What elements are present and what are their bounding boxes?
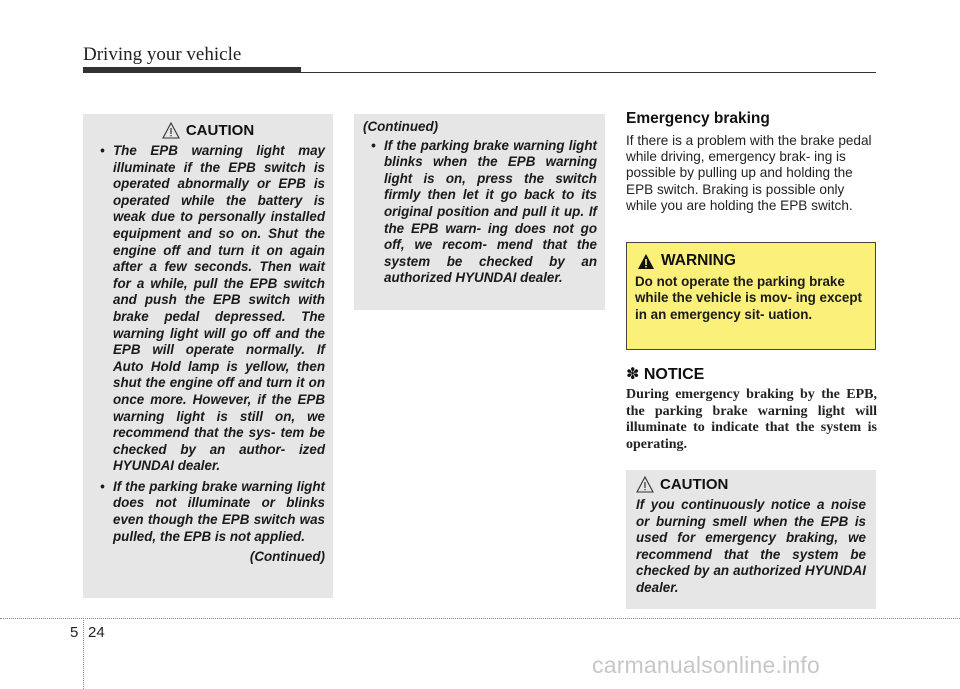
watermark-text: carmanualsonline.info	[592, 652, 820, 678]
caution-triangle-icon	[636, 476, 654, 493]
list-item: • If the parking brake warning light does not illuminate or blinks even though the EPB switch was pulled, the EPB is not applied.	[100, 478, 325, 544]
caution-box-continued	[354, 114, 605, 310]
notice-heading: ✽ NOTICE	[626, 366, 705, 383]
emergency-braking-heading: Emergency braking	[626, 110, 770, 127]
continued-label: (Continued)	[249, 549, 325, 565]
header-rule-thin	[83, 72, 876, 73]
warning-heading-label: WARNING	[661, 252, 736, 269]
list-item: • If the parking brake warning light blinks when the EPB warning light is on, press the switch firmly then let it go back to its original position and pull it up. If the EPB warn- ing does not go off, we recom- mend that the system be checked by an authorized HYUNDAI dealer.	[371, 137, 597, 286]
footer-divider-horizontal	[0, 618, 960, 619]
caution-triangle-icon	[162, 122, 180, 139]
caution-box-burning-smell	[626, 470, 876, 609]
notice-text: During emergency braking by the EPB, the parking brake warning light will illuminate to indicate that the system is operating.	[626, 387, 877, 452]
caution-bullet-list	[91, 143, 325, 545]
warning-text: Do not operate the parking brake while the vehicle is mov- ing except in an emergency sit- uation.	[635, 274, 862, 322]
emergency-braking-body: If there is a problem with the brake pedal while driving, emergency brak- ing is possible by pulling up and holding the EPB switch. Braking is possible only while you are holding the EPB switch.	[626, 133, 872, 213]
chapter-number: 5	[70, 624, 79, 641]
continued-bullet-list	[362, 138, 597, 287]
warning-box	[626, 242, 876, 350]
caution-text: If you continuously notice a noise or burning smell when the EPB is used for emergency braking, we recommend that the system be checked by an authorized HYUNDAI dealer.	[636, 497, 866, 595]
list-item: • The EPB warning light may illuminate if the EPB switch is operated abnormally or EPB is operated while the battery is weak due to personally installed equipment and so on. Shut the engine off and turn it on again after a few seconds. Then wait for a while, pull the EPB switch and push the EPB switch with brake pedal depressed. The warning light will go off and the EPB will operate normally. If Auto Hold lamp is yellow, then shut the engine off and turn it on once more. However, if the EPB warning light is still on, we recommend that the sys- tem be checked by an author- ized HYUNDAI dealer.	[100, 143, 325, 474]
caution-heading-label: CAUTION	[660, 476, 729, 493]
caution-bullet-text: The EPB warning light may illuminate if the EPB switch is operated abnormally or EPB is operated while the battery is weak due to personally installed equipment and so on. Shut the engine off and turn it on again after a few seconds. Then wait for a while, pull the EPB switch and push the EPB switch with brake pedal depressed. The warning light will go off and the EPB will operate normally. If Auto Hold lamp is yellow, then shut the engine off and turn it on once more. However, if the EPB warning light is still on, we recommend that the sys- tem be checked by an author- ized HYUNDAI dealer.	[113, 143, 325, 474]
caution-heading	[634, 476, 868, 493]
warning-triangle-icon	[637, 253, 655, 270]
caution-heading-label: CAUTION	[185, 122, 255, 139]
page-number: 24	[88, 624, 105, 641]
caution-bullet-text: If the parking brake warning light does not illuminate or blinks even though the EPB switch was pulled, the EPB is not applied.	[113, 478, 325, 544]
warning-heading	[635, 252, 867, 270]
footer-divider-vertical	[83, 618, 85, 689]
caution-box-epb-warning	[83, 114, 333, 598]
page-header-title: Driving your vehicle	[83, 44, 242, 65]
continued-label: (Continued)	[363, 119, 439, 134]
caution-heading	[91, 122, 325, 139]
continued-bullet-text: If the parking brake warning light blinks when the EPB warning light is on, press the switch firmly then let it go back to its original position and pull it up. If the EPB warn- ing does not go off, we recom- mend that the system be checked by an authorized HYUNDAI dealer.	[384, 137, 597, 286]
